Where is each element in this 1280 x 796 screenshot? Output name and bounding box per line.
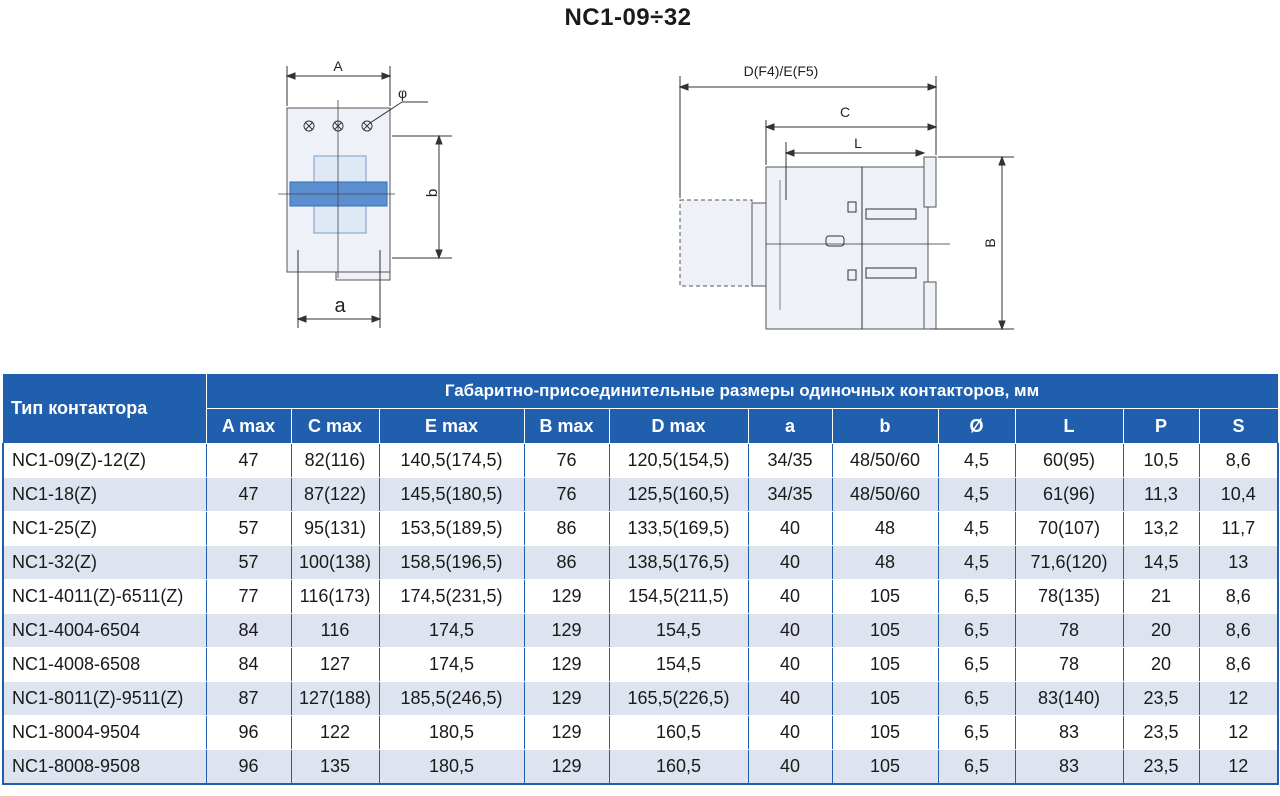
- side-front-cap: [924, 157, 936, 207]
- contactor-dimensions-table: [2, 374, 1279, 785]
- dimension-cell: 158,5(196,5): [379, 546, 524, 580]
- dimension-cell: 87(122): [291, 478, 379, 512]
- dimension-cell: 23,5: [1123, 716, 1199, 750]
- dimension-cell: 20: [1123, 648, 1199, 682]
- dimension-cell: 8,6: [1199, 614, 1278, 648]
- dimension-cell: 47: [206, 444, 291, 478]
- dim-label-b-side: B: [982, 238, 998, 248]
- dimension-cell: 21: [1123, 580, 1199, 614]
- contactor-type-cell: NC1-25(Z): [3, 512, 206, 546]
- side-auxiliary-module: [680, 200, 752, 286]
- dimension-cell: 47: [206, 478, 291, 512]
- dimension-cell: 129: [524, 614, 609, 648]
- dimension-cell: 140,5(174,5): [379, 444, 524, 478]
- table-row: [3, 580, 1278, 614]
- dimension-cell: 116: [291, 614, 379, 648]
- dimension-cell: 129: [524, 648, 609, 682]
- front-foot: [336, 272, 390, 280]
- dimension-cell: 40: [748, 580, 832, 614]
- dimension-cell: 71,6(120): [1015, 546, 1123, 580]
- dimension-cell: 13,2: [1123, 512, 1199, 546]
- dimension-cell: 6,5: [938, 580, 1015, 614]
- dim-label-a-width: A: [333, 58, 343, 74]
- contactor-type-cell: NC1-09(Z)-12(Z): [3, 444, 206, 478]
- dimension-cell: 84: [206, 648, 291, 682]
- column-header: D max: [609, 409, 748, 444]
- dimension-cell: 135: [291, 750, 379, 785]
- dimension-cell: 129: [524, 716, 609, 750]
- dimension-cell: 105: [832, 716, 938, 750]
- dimension-cell: 76: [524, 444, 609, 478]
- contactor-type-cell: NC1-8004-9504: [3, 716, 206, 750]
- dimension-cell: 105: [832, 682, 938, 716]
- dimension-cell: 20: [1123, 614, 1199, 648]
- dimension-cell: 12: [1199, 682, 1278, 716]
- dimension-cell: 8,6: [1199, 444, 1278, 478]
- dimension-cell: 34/35: [748, 478, 832, 512]
- dimension-cell: 48: [832, 546, 938, 580]
- dimension-cell: 180,5: [379, 750, 524, 785]
- dimension-cell: 129: [524, 750, 609, 785]
- table-body: [3, 444, 1278, 785]
- dimension-cell: 185,5(246,5): [379, 682, 524, 716]
- dimension-cell: 86: [524, 512, 609, 546]
- row-header-contactor-type: Тип контактора: [3, 374, 206, 444]
- column-header: L: [1015, 409, 1123, 444]
- dimension-cell: 40: [748, 614, 832, 648]
- table-row: [3, 512, 1278, 546]
- contactor-type-cell: NC1-4004-6504: [3, 614, 206, 648]
- dimension-cell: 6,5: [938, 750, 1015, 785]
- dimension-cell: 40: [748, 546, 832, 580]
- dimension-cell: 174,5(231,5): [379, 580, 524, 614]
- dimension-cell: 6,5: [938, 682, 1015, 716]
- dimension-cell: 76: [524, 478, 609, 512]
- dimension-cell: 105: [832, 648, 938, 682]
- dimension-cell: 10,4: [1199, 478, 1278, 512]
- dimension-cell: 154,5: [609, 648, 748, 682]
- dimension-cell: 129: [524, 682, 609, 716]
- contactor-type-cell: NC1-8008-9508: [3, 750, 206, 785]
- dim-label-phi: φ: [398, 85, 408, 101]
- dimension-cell: 40: [748, 512, 832, 546]
- dimension-cell: 105: [832, 614, 938, 648]
- table-row: [3, 444, 1278, 478]
- table-row: [3, 750, 1278, 785]
- dimension-cell: 174,5: [379, 614, 524, 648]
- table-row: [3, 716, 1278, 750]
- dimension-cell: 83: [1015, 716, 1123, 750]
- dimension-cell: 40: [748, 716, 832, 750]
- dimension-cell: 145,5(180,5): [379, 478, 524, 512]
- dimension-cell: 4,5: [938, 512, 1015, 546]
- dimension-cell: 84: [206, 614, 291, 648]
- dimension-cell: 77: [206, 580, 291, 614]
- table-row: [3, 546, 1278, 580]
- table-row: [3, 478, 1278, 512]
- dimension-cell: 12: [1199, 716, 1278, 750]
- dim-label-d-e: D(F4)/E(F5): [743, 63, 819, 79]
- front-window-top: [314, 156, 366, 183]
- dimension-cell: 57: [206, 546, 291, 580]
- dimension-drawing: [0, 0, 1280, 370]
- dimension-cell: 138,5(176,5): [609, 546, 748, 580]
- dimension-cell: 120,5(154,5): [609, 444, 748, 478]
- dimension-cell: 105: [832, 750, 938, 785]
- dim-label-a-bottom: a: [334, 295, 346, 317]
- dimension-cell: 23,5: [1123, 682, 1199, 716]
- dimension-cell: 40: [748, 648, 832, 682]
- dimension-cell: 100(138): [291, 546, 379, 580]
- dimension-cell: 12: [1199, 750, 1278, 785]
- dimension-cell: 78: [1015, 614, 1123, 648]
- table-row: [3, 648, 1278, 682]
- dimension-cell: 129: [524, 580, 609, 614]
- dimension-cell: 127(188): [291, 682, 379, 716]
- table-row: [3, 614, 1278, 648]
- column-header: Ø: [938, 409, 1015, 444]
- dimension-cell: 125,5(160,5): [609, 478, 748, 512]
- dimension-cell: 70(107): [1015, 512, 1123, 546]
- table-row: [3, 682, 1278, 716]
- dimension-cell: 87: [206, 682, 291, 716]
- dimension-cell: 154,5(211,5): [609, 580, 748, 614]
- column-header: A max: [206, 409, 291, 444]
- dimension-cell: 60(95): [1015, 444, 1123, 478]
- dimension-cell: 10,5: [1123, 444, 1199, 478]
- dimension-cell: 48/50/60: [832, 478, 938, 512]
- contactor-type-cell: NC1-4008-6508: [3, 648, 206, 682]
- dimension-cell: 127: [291, 648, 379, 682]
- group-header: Габаритно-присоединительные размеры одиночных контакторов, мм: [206, 374, 1278, 409]
- dimension-cell: 6,5: [938, 614, 1015, 648]
- contactor-type-cell: NC1-8011(Z)-9511(Z): [3, 682, 206, 716]
- dimension-cell: 23,5: [1123, 750, 1199, 785]
- column-header: C max: [291, 409, 379, 444]
- dimension-cell: 153,5(189,5): [379, 512, 524, 546]
- column-header: S: [1199, 409, 1278, 444]
- dimension-cell: 4,5: [938, 444, 1015, 478]
- dimension-cell: 86: [524, 546, 609, 580]
- dimension-cell: 11,3: [1123, 478, 1199, 512]
- dimension-cell: 34/35: [748, 444, 832, 478]
- dimension-cell: 11,7: [1199, 512, 1278, 546]
- dimension-cell: 154,5: [609, 614, 748, 648]
- column-header: P: [1123, 409, 1199, 444]
- dimension-cell: 6,5: [938, 648, 1015, 682]
- dimension-cell: 160,5: [609, 716, 748, 750]
- dimension-cell: 160,5: [609, 750, 748, 785]
- dimension-cell: 180,5: [379, 716, 524, 750]
- column-header: b: [832, 409, 938, 444]
- dimension-cell: 165,5(226,5): [609, 682, 748, 716]
- side-front-cap-bottom: [924, 282, 936, 329]
- dimension-cell: 96: [206, 750, 291, 785]
- dim-label-b-height: b: [424, 188, 441, 198]
- dimension-cell: 78(135): [1015, 580, 1123, 614]
- dimension-cell: 105: [832, 580, 938, 614]
- dimension-cell: 96: [206, 716, 291, 750]
- dimension-cell: 116(173): [291, 580, 379, 614]
- column-header: B max: [524, 409, 609, 444]
- contactor-type-cell: NC1-18(Z): [3, 478, 206, 512]
- dimension-cell: 8,6: [1199, 580, 1278, 614]
- dimension-cell: 83: [1015, 750, 1123, 785]
- dimension-cell: 57: [206, 512, 291, 546]
- page-title: NC1-09÷32: [564, 4, 692, 31]
- dimension-cell: 61(96): [1015, 478, 1123, 512]
- dimension-cell: 40: [748, 750, 832, 785]
- dimension-cell: 13: [1199, 546, 1278, 580]
- dim-label-c: C: [839, 104, 851, 120]
- dimension-cell: 95(131): [291, 512, 379, 546]
- dimension-cell: 4,5: [938, 546, 1015, 580]
- dimension-cell: 83(140): [1015, 682, 1123, 716]
- side-body: [766, 167, 928, 329]
- dimension-cell: 6,5: [938, 716, 1015, 750]
- dimension-cell: 82(116): [291, 444, 379, 478]
- contactor-type-cell: NC1-32(Z): [3, 546, 206, 580]
- dimension-cell: 48/50/60: [832, 444, 938, 478]
- side-back-block: [752, 203, 766, 286]
- dimension-cell: 4,5: [938, 478, 1015, 512]
- contactor-type-cell: NC1-4011(Z)-6511(Z): [3, 580, 206, 614]
- dimension-cell: 174,5: [379, 648, 524, 682]
- dimension-cell: 78: [1015, 648, 1123, 682]
- column-header: E max: [379, 409, 524, 444]
- column-header: a: [748, 409, 832, 444]
- dimension-cell: 48: [832, 512, 938, 546]
- dimension-cell: 122: [291, 716, 379, 750]
- dimension-cell: 40: [748, 682, 832, 716]
- dimension-cell: 133,5(169,5): [609, 512, 748, 546]
- dimension-cell: 8,6: [1199, 648, 1278, 682]
- dimension-cell: 14,5: [1123, 546, 1199, 580]
- dim-label-l: L: [854, 135, 862, 151]
- front-window-bottom: [314, 206, 366, 233]
